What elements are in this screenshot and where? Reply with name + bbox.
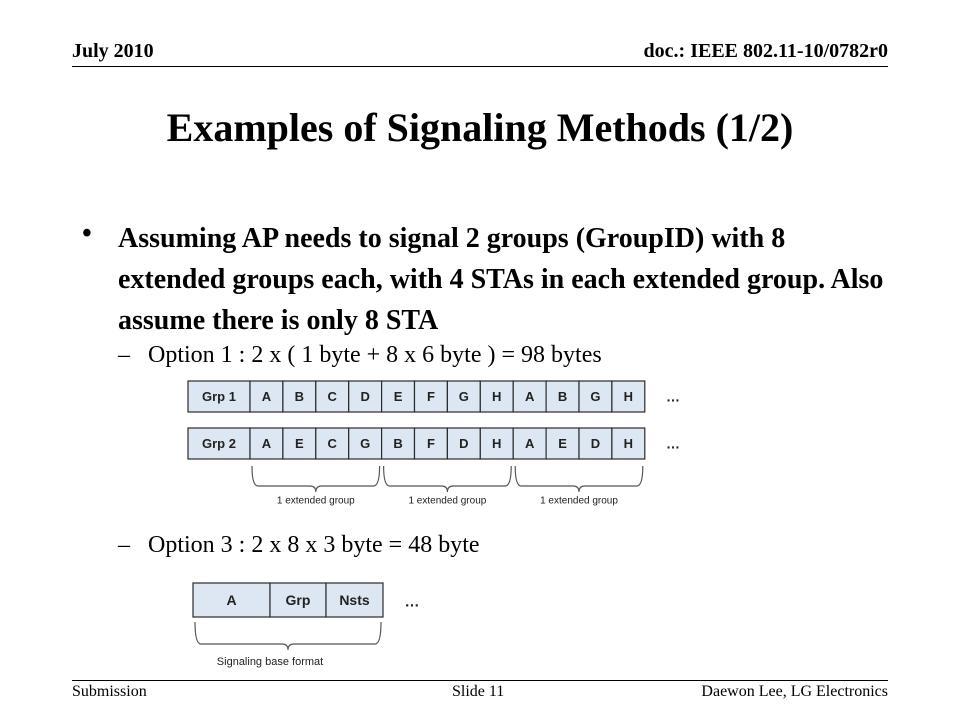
format-ellipsis: … [404, 593, 420, 611]
sta-cell-label: E [558, 436, 567, 451]
footer-author: Daewon Lee, LG Electronics [701, 683, 888, 700]
signaling-format-brace [195, 622, 381, 650]
option1-text: Option 1 : 2 x ( 1 byte + 8 x 6 byte ) = 98 bytes [148, 342, 602, 368]
option1-figure [188, 381, 680, 507]
sta-cell-label: D [459, 436, 469, 451]
sta-cell-label: E [393, 389, 403, 404]
group-label: Grp 1 [202, 389, 236, 404]
extended-group-label: 1 extended group [276, 495, 355, 507]
footer-divider [72, 680, 888, 681]
header-doc-id: doc.: IEEE 802.11-10/0782r0 [643, 40, 888, 62]
sta-cell-label: H [623, 389, 634, 404]
sta-cell-label: A [261, 436, 272, 451]
footer-slide-number: Slide 11 [452, 683, 505, 700]
row-ellipsis: … [666, 388, 680, 405]
sta-cell-label: F [426, 436, 435, 451]
sta-cell-label: C [327, 436, 337, 451]
option3-text: Option 3 : 2 x 8 x 3 byte = 48 byte [148, 532, 480, 558]
sta-cell-label: E [295, 436, 304, 451]
option1-dash: – [118, 342, 130, 368]
footer-submission: Submission [72, 683, 147, 700]
slide-title: Examples of Signaling Methods (1/2) [166, 105, 794, 150]
header-date: July 2010 [72, 40, 154, 62]
extended-group-label: 1 extended group [540, 495, 618, 507]
sta-cell-label: G [590, 389, 601, 404]
sta-cell-label: A [261, 389, 272, 404]
sta-cell-label: B [294, 389, 305, 404]
group-label: Grp 2 [202, 436, 236, 451]
extended-group-brace [252, 466, 380, 492]
row-ellipsis: … [666, 435, 680, 452]
format-cell-label: Grp [285, 592, 311, 608]
sta-cell-label: A [524, 389, 535, 404]
sta-cell-label: B [557, 389, 568, 404]
extended-group-brace [515, 466, 643, 492]
bullet-marker: • [82, 218, 92, 249]
sta-cell-label: F [426, 389, 435, 404]
format-cell-label: Nsts [339, 592, 370, 608]
sta-cell-label: H [623, 436, 634, 451]
sta-cell-label: H [492, 389, 502, 404]
format-cell-label: A [226, 592, 237, 608]
sta-cell-label: G [458, 389, 469, 404]
sta-cell-label: D [590, 436, 601, 451]
signaling-format-label: Signaling base format [216, 656, 324, 668]
sta-cell-label: C [327, 389, 337, 404]
option3-figure [193, 583, 420, 668]
extended-group-label: 1 extended group [408, 495, 487, 507]
sta-cell-label: H [492, 436, 502, 451]
sta-cell-label: D [360, 389, 370, 404]
option3-dash: – [118, 532, 130, 558]
bullet-text: Assuming AP needs to signal 2 groups (GroupID) with 8 extended groups each, with 4 STAs in each extended group. Also assume there is only 8 STA [118, 223, 884, 336]
sta-cell-label: B [393, 436, 403, 451]
sta-cell-label: G [360, 436, 371, 451]
sta-cell-label: A [524, 436, 535, 451]
extended-group-brace [384, 466, 512, 492]
